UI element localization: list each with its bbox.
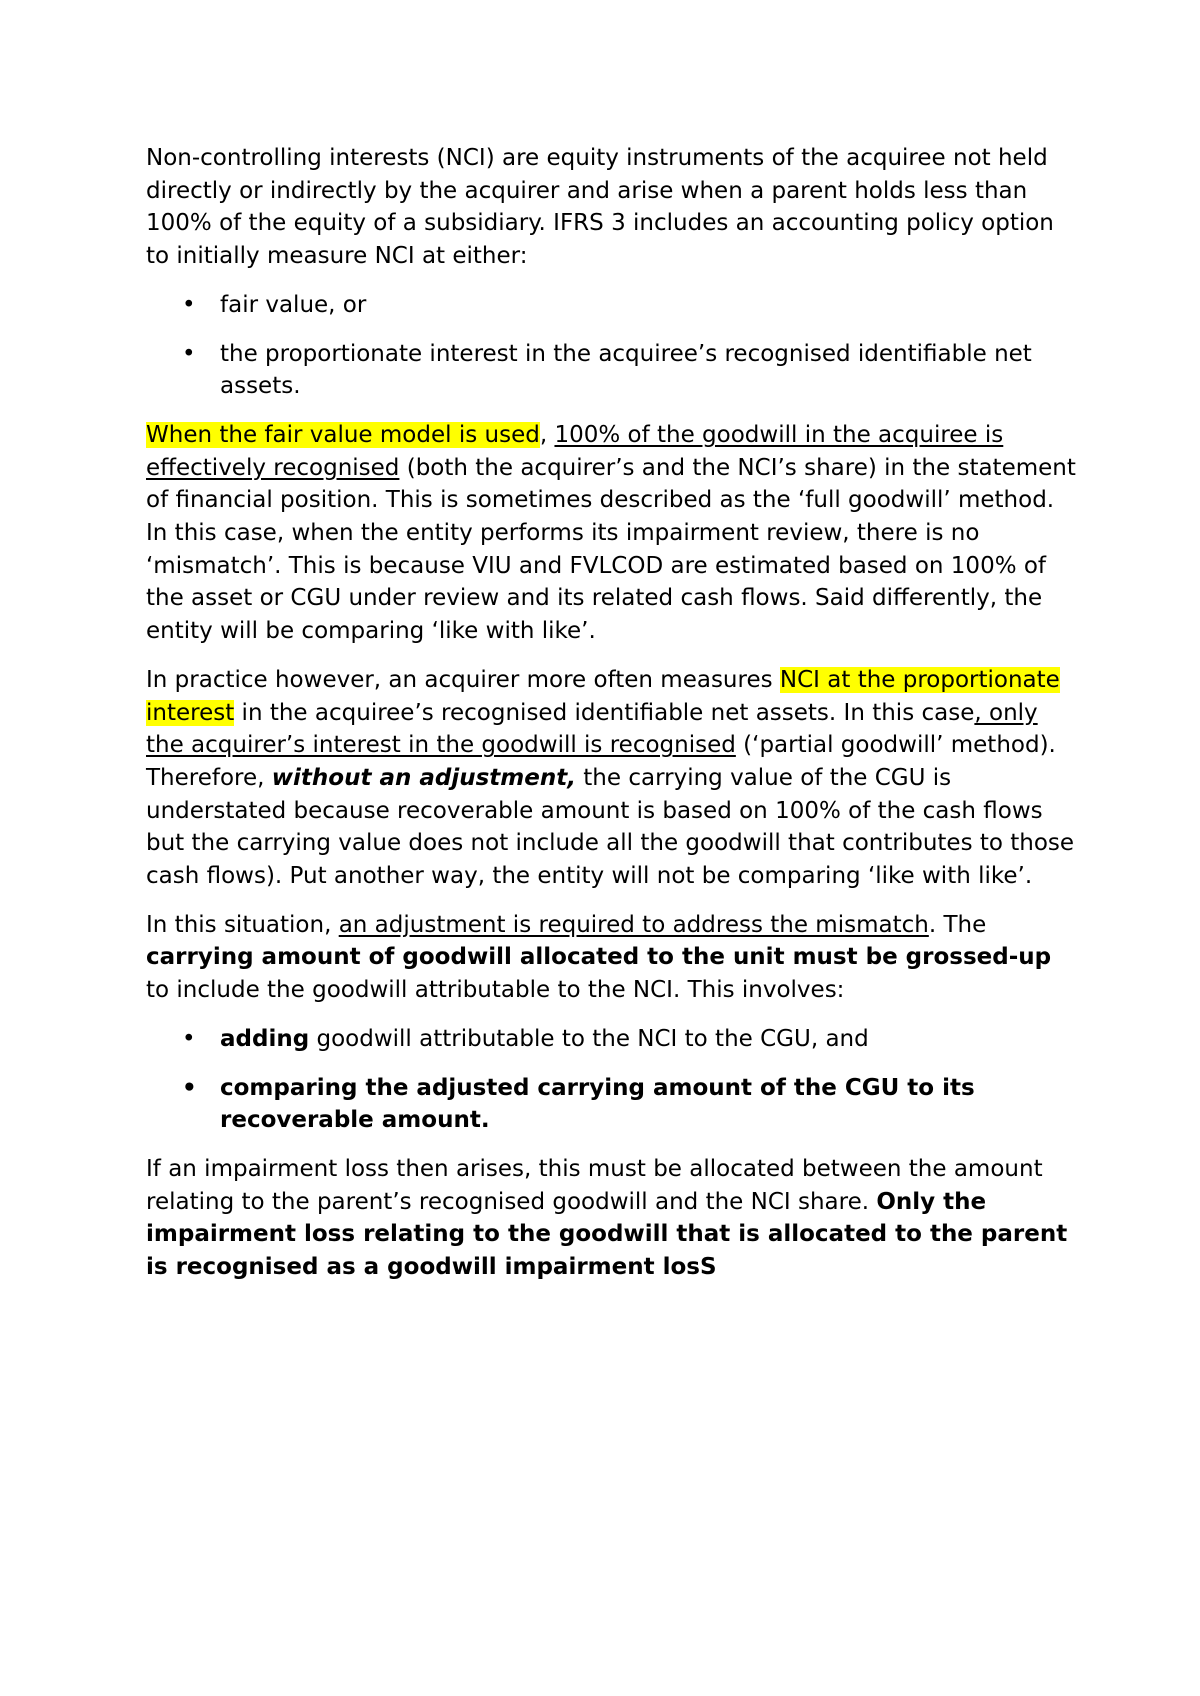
text-run: in the acquiree’s recognised identifiable net assets. In this case bbox=[234, 699, 975, 726]
paragraph-impairment-allocation bbox=[146, 1153, 1076, 1284]
bold-text: comparing the adjusted carrying amount of the CGU to its recoverable amount. bbox=[220, 1074, 975, 1134]
paragraph-nci-definition: Non-controlling interests (NCI) are equity instruments of the acquiree not held directly or indirectly by the acquirer and arise when a parent holds less than 100% of the equity of a subsidiary. IFRS 3 includes an accounting policy option to initially measure NCI at either: bbox=[146, 145, 1054, 270]
list-item bbox=[146, 338, 1076, 403]
text-run: If an impairment loss then arises, this must be allocated between the amount relating to the parent’s recognised goodwill and the NCI share. bbox=[146, 1155, 1043, 1215]
list-item bbox=[146, 289, 1076, 322]
bullet-icon: • bbox=[182, 291, 196, 318]
text-run: the carrying value of the CGU is understated because recoverable amount is based on 100% of the cash flows but the carrying value does not include all the goodwill that contributes to those cash flows). Put another way, the entity will not be comparing ‘like with like’. bbox=[146, 764, 1075, 890]
text-run: (‘partial goodwill’ method). Therefore, bbox=[146, 732, 1056, 791]
bold-text: Only the impairment loss relating to the goodwill that is allocated to the parent is recognised as a goodwill impairment losS bbox=[146, 1188, 1068, 1281]
underlined-text: an adjustment is required to address the mismatch bbox=[338, 911, 929, 938]
adjustment-steps-list bbox=[146, 1023, 1076, 1137]
underlined-text: , only the acquirer’s interest in the goodwill is recognised bbox=[146, 699, 1038, 759]
list-item-text: the proportionate interest in the acquiree’s recognised identifiable net assets. bbox=[220, 340, 1032, 400]
highlighted-text: When the fair value model is used bbox=[146, 421, 540, 448]
text-run: (both the acquirer’s and the NCI’s share) in the statement of financial position. This is sometimes described as the ‘full goodwill’ method. In this case, when the entity performs its impairment review, there is no ‘mismatch’. This is because VIU and FVLCOD are estimated based on 100% of the asset or CGU under review and its related cash flows. Said differently, the entity will be comparing ‘like with like’. bbox=[146, 454, 1076, 645]
list-item bbox=[146, 1072, 1076, 1137]
document-page bbox=[146, 142, 1076, 1300]
text-run: In this situation, bbox=[146, 911, 339, 938]
highlighted-text: NCI at the proportionate interest bbox=[146, 666, 1060, 726]
list-item bbox=[146, 1023, 1076, 1056]
bullet-icon: • bbox=[182, 1025, 196, 1052]
bold-text: carrying amount of goodwill allocated to the unit must be grossed-up bbox=[146, 944, 1052, 971]
paragraph-adjustment bbox=[146, 909, 1076, 1007]
text-run: In practice however, an acquirer more often measures bbox=[146, 666, 780, 693]
bullet-icon: • bbox=[182, 1074, 197, 1101]
bold-italic-text: without an adjustment, bbox=[271, 764, 576, 791]
list-item-text: goodwill attributable to the NCI to the CGU, and bbox=[309, 1025, 869, 1052]
paragraph-full-goodwill bbox=[146, 419, 1076, 648]
paragraph-partial-goodwill bbox=[146, 664, 1076, 893]
text-run: , bbox=[539, 421, 555, 448]
text-run: . The bbox=[928, 911, 987, 938]
list-item-text: fair value, or bbox=[220, 291, 367, 318]
underlined-text: 100% of the goodwill in the acquiree is effectively recognised bbox=[146, 421, 1004, 481]
bullet-icon: • bbox=[182, 340, 196, 367]
text-run: to include the goodwill attributable to the NCI. This involves: bbox=[146, 977, 845, 1004]
bold-text: adding bbox=[220, 1025, 310, 1052]
measurement-options-list bbox=[146, 289, 1076, 403]
